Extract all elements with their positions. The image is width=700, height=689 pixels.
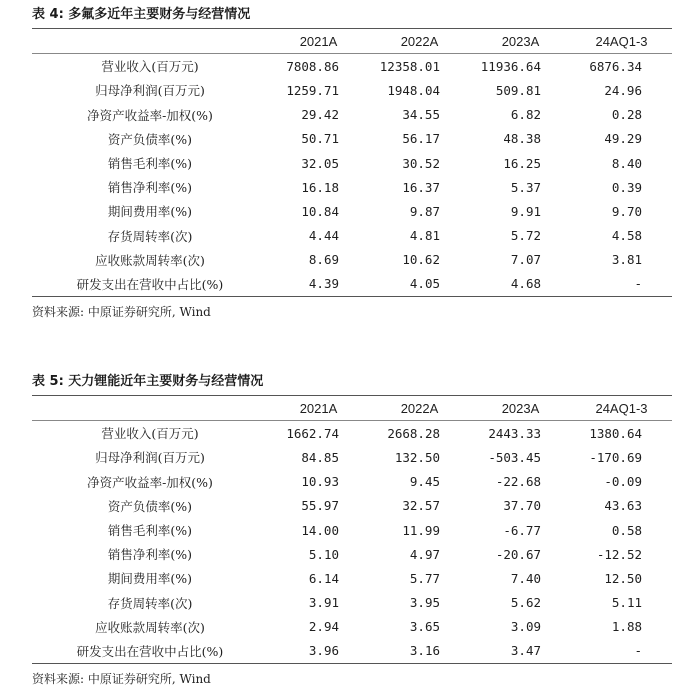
table-row <box>32 542 672 566</box>
value-cell: 32.05 <box>301 155 339 171</box>
value-cell: 1948.04 <box>387 82 440 98</box>
value-cell: 0.39 <box>611 179 642 195</box>
value-cell: -0.09 <box>604 474 642 490</box>
source-note: 资料来源: 中原证券研究所, Wind <box>32 305 211 320</box>
value-cell: 9.70 <box>611 203 642 219</box>
table-row <box>32 421 672 446</box>
financial-table <box>32 29 672 297</box>
row-label: 研发支出在营收中占比(%) <box>32 272 268 297</box>
table-title: 表 5: 天力锂能近年主要财务与经营情况 <box>32 369 672 396</box>
row-label: 应收账款周转率(次) <box>95 619 205 635</box>
value-cell: 4.58 <box>611 228 642 244</box>
value-cell: 7.40 <box>510 570 541 586</box>
value-cell: 4.39 <box>268 272 369 297</box>
value-cell: 84.85 <box>301 449 339 465</box>
value-cell: 10.62 <box>402 252 440 268</box>
value-cell: 3.81 <box>611 252 642 268</box>
table-row <box>32 151 672 175</box>
table-row <box>32 175 672 199</box>
row-label: 研发支出在营收中占比(%) <box>32 639 268 664</box>
value-cell: 1380.64 <box>589 425 642 441</box>
value-cell: 7808.86 <box>286 58 339 74</box>
value-cell: 10.84 <box>301 203 339 219</box>
value-cell: 9.87 <box>409 203 440 219</box>
value-cell: 2668.28 <box>387 425 440 441</box>
value-cell: 6.14 <box>308 570 339 586</box>
value-cell: 55.97 <box>301 498 339 514</box>
value-cell: 14.00 <box>301 522 339 538</box>
table-title: 表 4: 多氟多近年主要财务与经营情况 <box>32 2 672 29</box>
table-row <box>32 272 672 297</box>
value-cell: 7.07 <box>510 252 541 268</box>
value-cell: 3.09 <box>510 619 541 635</box>
table-block-4 <box>32 2 672 320</box>
value-cell: 9.45 <box>409 474 440 490</box>
row-label: 资产负债率(%) <box>107 498 193 514</box>
header-row <box>32 29 672 54</box>
row-label: 存货周转率(次) <box>107 595 193 611</box>
table-row <box>32 103 672 127</box>
value-cell: -20.67 <box>495 546 541 562</box>
value-cell: - <box>571 639 672 664</box>
value-cell: 4.44 <box>308 228 339 244</box>
value-cell: -6.77 <box>503 522 541 538</box>
value-cell: 1.88 <box>611 619 642 635</box>
table-block-5 <box>32 369 672 687</box>
value-cell: 3.47 <box>470 639 571 664</box>
table-row <box>32 518 672 542</box>
value-cell: 3.91 <box>308 595 339 611</box>
table-row <box>32 566 672 590</box>
row-label: 销售净利率(%) <box>107 547 193 563</box>
table-row <box>32 54 672 79</box>
value-cell: 4.81 <box>409 228 440 244</box>
value-cell: 30.52 <box>402 155 440 171</box>
header-cell: 24AQ1-3 <box>571 396 672 421</box>
value-cell: 1662.74 <box>286 425 339 441</box>
value-cell: 16.37 <box>402 179 440 195</box>
value-cell: -170.69 <box>589 449 642 465</box>
value-cell: 8.69 <box>308 252 339 268</box>
value-cell: 9.91 <box>510 203 541 219</box>
value-cell: 2.94 <box>308 619 339 635</box>
value-cell: 10.93 <box>301 474 339 490</box>
row-label: 营业收入(百万元) <box>101 59 199 75</box>
value-cell: 3.16 <box>369 639 470 664</box>
value-cell: 5.37 <box>510 179 541 195</box>
header-cell: 2022A <box>369 29 470 54</box>
table-row <box>32 470 672 494</box>
value-cell: 49.29 <box>604 131 642 147</box>
value-cell: 37.70 <box>503 498 541 514</box>
header-cell: 2021A <box>268 29 369 54</box>
value-cell: 2443.33 <box>488 425 541 441</box>
row-label: 销售毛利率(%) <box>107 156 193 172</box>
value-cell: 4.05 <box>369 272 470 297</box>
value-cell: 32.57 <box>402 498 440 514</box>
value-cell: 1259.71 <box>286 82 339 98</box>
value-cell: 5.10 <box>308 546 339 562</box>
value-cell: 12.50 <box>604 570 642 586</box>
row-label: 归母净利润(百万元) <box>95 450 205 466</box>
value-cell: 4.68 <box>470 272 571 297</box>
value-cell: 132.50 <box>394 449 440 465</box>
value-cell: 48.38 <box>503 131 541 147</box>
table-row <box>32 248 672 272</box>
row-label: 资产负债率(%) <box>107 131 193 147</box>
value-cell: 56.17 <box>402 131 440 147</box>
header-cell: 2023A <box>470 29 571 54</box>
value-cell: 3.65 <box>409 619 440 635</box>
value-cell: -22.68 <box>495 474 541 490</box>
row-label: 营业收入(百万元) <box>101 426 199 442</box>
row-label: 存货周转率(次) <box>107 228 193 244</box>
value-cell: 5.62 <box>510 595 541 611</box>
row-label: 销售净利率(%) <box>107 180 193 196</box>
table-row <box>32 127 672 151</box>
value-cell: 43.63 <box>604 498 642 514</box>
value-cell: 29.42 <box>301 107 339 123</box>
row-label: 期间费用率(%) <box>107 571 193 587</box>
value-cell: 5.11 <box>611 595 642 611</box>
value-cell: 509.81 <box>495 82 541 98</box>
table-row <box>32 615 672 639</box>
row-label: 净资产收益率-加权(%) <box>87 474 213 490</box>
value-cell: 12358.01 <box>379 58 440 74</box>
table-row <box>32 591 672 615</box>
value-cell: - <box>571 272 672 297</box>
value-cell: 6.82 <box>510 107 541 123</box>
row-label: 净资产收益率-加权(%) <box>87 107 213 123</box>
value-cell: 0.28 <box>611 107 642 123</box>
value-cell: 34.55 <box>402 107 440 123</box>
table-row <box>32 199 672 223</box>
row-label: 期间费用率(%) <box>107 204 193 220</box>
header-cell: 24AQ1-3 <box>571 29 672 54</box>
value-cell: 6876.34 <box>589 58 642 74</box>
table-row <box>32 639 672 664</box>
table-row <box>32 445 672 469</box>
value-cell: 5.72 <box>510 228 541 244</box>
header-cell <box>32 29 268 54</box>
value-cell: 50.71 <box>301 131 339 147</box>
value-cell: 11936.64 <box>480 58 541 74</box>
header-cell: 2021A <box>268 396 369 421</box>
row-label: 销售毛利率(%) <box>107 523 193 539</box>
value-cell: 11.99 <box>402 522 440 538</box>
value-cell: 16.18 <box>301 179 339 195</box>
row-label: 应收账款周转率(次) <box>95 252 205 268</box>
table-row <box>32 78 672 102</box>
value-cell: 8.40 <box>611 155 642 171</box>
row-label: 归母净利润(百万元) <box>95 83 205 99</box>
header-cell: 2023A <box>470 396 571 421</box>
header-row <box>32 396 672 421</box>
table-row <box>32 494 672 518</box>
table-row <box>32 224 672 248</box>
value-cell: 3.96 <box>268 639 369 664</box>
value-cell: 5.77 <box>409 570 440 586</box>
value-cell: 24.96 <box>604 82 642 98</box>
value-cell: -12.52 <box>596 546 642 562</box>
value-cell: -503.45 <box>488 449 541 465</box>
value-cell: 4.97 <box>409 546 440 562</box>
source-note: 资料来源: 中原证券研究所, Wind <box>32 672 211 687</box>
header-cell: 2022A <box>369 396 470 421</box>
header-cell <box>32 396 268 421</box>
value-cell: 16.25 <box>503 155 541 171</box>
value-cell: 3.95 <box>409 595 440 611</box>
financial-table <box>32 396 672 664</box>
value-cell: 0.58 <box>611 522 642 538</box>
